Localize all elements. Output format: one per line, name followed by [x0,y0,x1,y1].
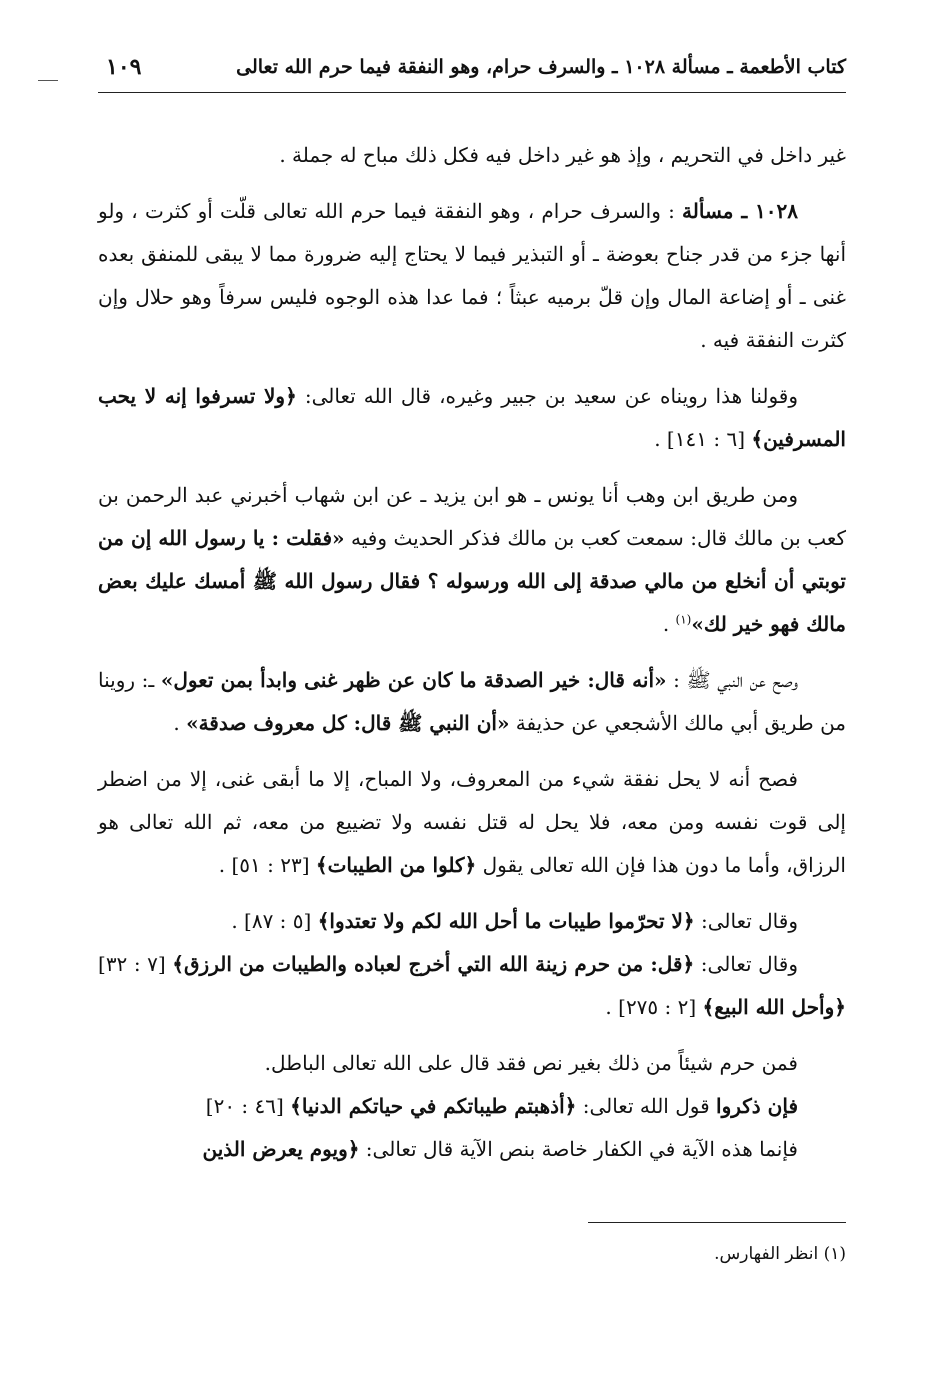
paragraph-9-text: فمن حرم شيئاً من ذلك بغير نص فقد قال على الله تعالى الباطل. [264,1051,798,1075]
footnote-rule [588,1222,846,1223]
paragraph-7-text: وقال تعالى: [694,909,798,933]
paragraph-3-text: وقولنا هذا رويناه عن سعيد بن جبير وغيره، قال الله تعالى: [296,384,799,408]
paragraph-9 [98,1042,846,1085]
header-rule [98,92,846,93]
running-header [98,52,846,86]
verse-reference: [٥ : ٨٧] . [231,909,318,933]
verse-reference: [٤٦ : ٢٠] [205,1094,291,1118]
paragraph-6 [98,758,846,887]
paragraph-4-text: ومن طريق ابن وهب أنا يونس ـ هو ابن يزيد ـ عن ابن شهاب أخبرني عبد الرحمن بن كعب بن مالك قال: سمعت كعب بن مالك فذكر الحديث وفيه [98,483,847,550]
header-title: كتاب الأطعمة ـ مسألة ١٠٢٨ ـ والسرف حرام، وهو النفقة فيما حرم الله تعالى [236,56,846,78]
paragraph-5 [98,659,846,745]
paragraph-3 [98,375,846,461]
paragraph-4-end: . [662,612,676,636]
paragraph-8-text: وقال تعالى: [694,952,799,976]
paragraph-11-text: فإنما هذه الآية في الكفار خاصة بنص الآية قال تعالى: [359,1137,798,1161]
page-number: ١٠٩ [106,54,142,80]
hadith-quote-2: «أن النبي ﷺ قال: كل معروف صدقة» [186,711,510,735]
verse-reference-2: [٢ : ٢٧٥] . [605,995,703,1019]
issue-number: ١٠٢٨ ـ مسألة [682,199,798,223]
footnote: (١) انظر الفهارس. [714,1244,846,1264]
paragraph-8 [98,943,846,1029]
quran-quote: ﴿أذهبتم طيباتكم في حياتكم الدنيا﴾ [290,1094,577,1118]
paragraph-5-text-2: ـ: روينا من طريق أبي مالك الأشجعي عن حذيفة [98,668,846,735]
objection-lead: فإن ذكروا [716,1094,798,1118]
hadith-quote: «أنه قال: خير الصدقة ما كان عن ظهر غنى وابدأ بمن تعول» [160,668,667,692]
quran-quote: ﴿لا تحرّموا طيبات ما أحل الله لكم ولا تعتدوا﴾ [317,909,695,933]
verse-reference: [٧ : ٣٢] [98,952,173,976]
quran-quote: ﴿ويوم يعرض الذين [202,1137,360,1161]
quran-quote: ﴿ولا تسرفوا إنه لا يحب المسرفين﴾ [98,384,846,451]
verse-reference: [٢٣ : ٥١] . [218,853,316,877]
edge-mark [38,80,58,81]
page-body [98,134,846,1171]
footnote-marker: (١) [675,612,692,627]
paragraph-2 [98,190,846,362]
quran-quote: ﴿قل: من حرم زينة الله التي أخرج لعباده والطيبات من الرزق﴾ [172,952,695,976]
paragraph-10-text: قول الله تعالى: [576,1094,717,1118]
paragraph-6-text: فصح أنه لا يحل نفقة شيء من المعروف، ولا المباح، إلا ما أبقى غنى، إلا من اضطر إلى قوت نفسه ومن معه، فلا يحل له قتل نفسه ولا تضييع من معه، ثم الله تعالى هو الرزاق، وأما ما دون هذا فإن الله تعالى يقول [98,767,846,877]
quran-quote-2: ﴿وأحل الله البيع﴾ [702,995,846,1019]
paragraph-5-text: وصح عن النبي ﷺ : [666,668,799,692]
paragraph-7 [98,900,846,943]
paragraph-1 [98,134,846,177]
paragraph-2-text: : والسرف حرام ، وهو النفقة فيما حرم الله تعالى قلّت أو كثرت ، ولو أنها جزء من قدر جناح بعوضة ـ أو التبذير فيما لا يحتاج إليه ضرورة مما لا يبقى للمنفق بعده غنى ـ أو إضاعة المال وإن قلّ برميه عبثاً ؛ فما عدا هذه الوجوه فليس سرفاً وهو حلال وإن كثرت النفقة فيه . [98,199,846,352]
verse-reference: [٦ : ١٤١] . [654,427,752,451]
paragraph-10 [98,1085,846,1128]
paragraph-5-end: . [173,711,187,735]
paragraph-11 [98,1128,846,1171]
paragraph-4 [98,474,846,646]
quran-quote: ﴿كلوا من الطيبات﴾ [315,853,477,877]
paragraph-1-text: غير داخل في التحريم ، وإذ هو غير داخل فيه فكل ذلك مباح له جملة . [279,143,846,167]
hadith-quote: «فقلت : يا رسول الله إن من توبتي أن أنخلع من مالي صدقة إلى الله ورسوله ؟ فقال رسول الله ﷺ أمسك عليك بعض مالك فهو خير لك» [98,526,846,636]
